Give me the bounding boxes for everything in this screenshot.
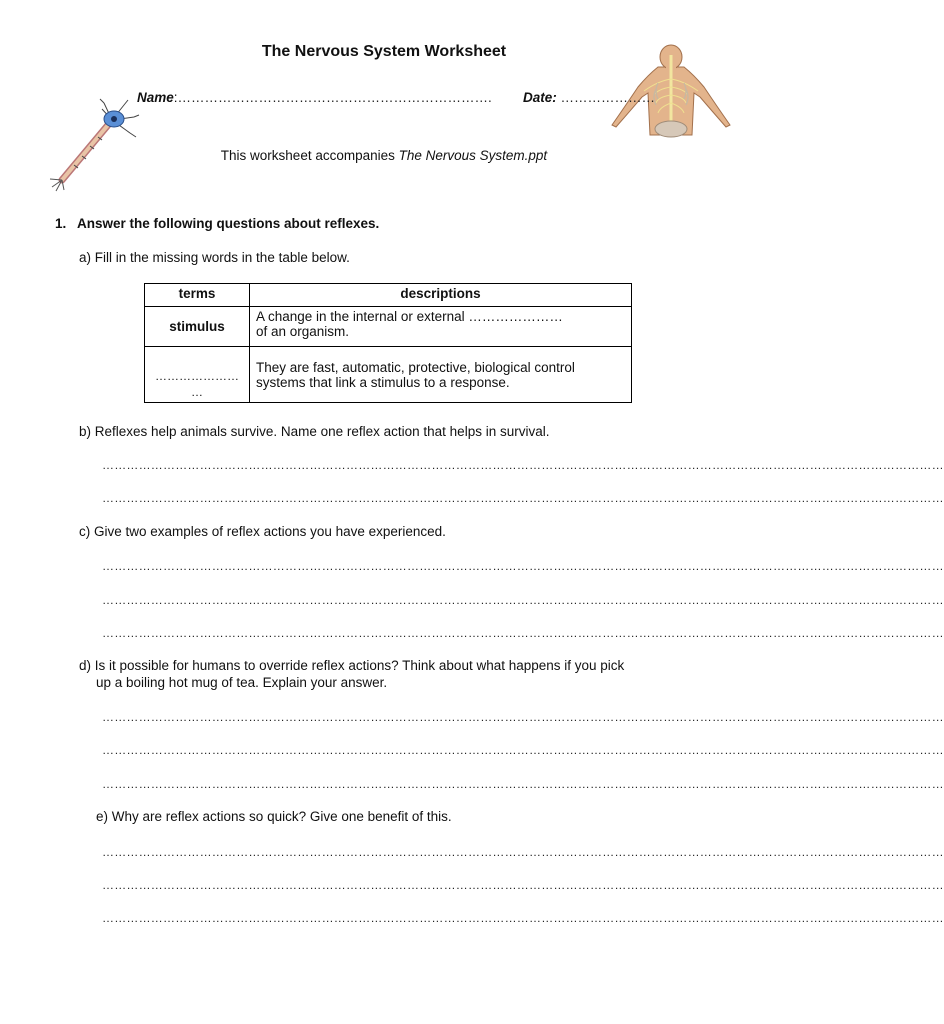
name-field[interactable] <box>137 90 492 105</box>
question-1c: c) Give two examples of reflex actions you have experienced. <box>79 524 446 539</box>
date-label: Date: <box>523 90 557 105</box>
question-1b: b) Reflexes help animals survive. Name one reflex action that helps in survival. <box>79 424 550 439</box>
subtitle-file: The Nervous System.ppt <box>398 148 548 163</box>
answer-line[interactable]: ……………………………………………………………………………………………………………………………………………………………………………………… <box>102 626 944 640</box>
name-colon: : <box>173 90 178 105</box>
answer-line[interactable]: ……………………………………………………………………………………………………………………………………………………………………………………… <box>102 743 944 757</box>
date-field[interactable] <box>523 90 655 105</box>
answer-line[interactable]: ……………………………………………………………………………………………………………………………………………………………………………………… <box>102 777 944 791</box>
subtitle-prefix: This worksheet accompanies <box>220 148 399 163</box>
description-line: They are fast, automatic, protective, biological control <box>256 359 575 375</box>
description-cell <box>250 347 632 403</box>
question-1-number: 1. <box>55 216 67 231</box>
description-line: A change in the internal or external ………………… <box>256 309 563 324</box>
answer-line[interactable]: ……………………………………………………………………………………………………………………………………………………………………………………… <box>102 878 944 892</box>
term-blank-dots: ………………… <box>155 369 239 383</box>
subtitle <box>0 148 768 163</box>
description-line: of an organism. <box>256 324 350 339</box>
name-dots: ……………………………………………………………. <box>177 90 492 105</box>
name-label: Name <box>137 90 174 105</box>
question-1a: a) Fill in the missing words in the table below. <box>79 250 350 265</box>
answer-line[interactable]: ……………………………………………………………………………………………………………………………………………………………………………………… <box>102 593 944 607</box>
answer-line[interactable]: ……………………………………………………………………………………………………………………………………………………………………………………… <box>102 845 944 859</box>
terms-table <box>144 283 632 403</box>
term-blank-cell[interactable] <box>145 347 250 403</box>
description-line: systems that link a stimulus to a response. <box>256 374 510 390</box>
answer-line[interactable]: ……………………………………………………………………………………………………………………………………………………………………………………… <box>102 559 944 573</box>
question-1-text: Answer the following questions about reflexes. <box>77 216 380 231</box>
table-header-terms: terms <box>145 284 250 307</box>
term-stimulus: stimulus <box>145 307 250 347</box>
description-cell <box>250 307 632 347</box>
neuron-illustration-icon <box>42 95 142 195</box>
answer-line[interactable]: ……………………………………………………………………………………………………………………………………………………………………………………… <box>102 491 944 505</box>
question-1d-line2: up a boiling hot mug of tea. Explain your answer. <box>96 675 388 690</box>
answer-line[interactable]: ……………………………………………………………………………………………………………………………………………………………………………………… <box>102 911 944 925</box>
question-1d-line1: d) Is it possible for humans to override reflex actions? Think about what happens if you pick <box>79 658 625 673</box>
table-header-descriptions: descriptions <box>250 284 632 307</box>
question-1e: e) Why are reflex actions so quick? Give one benefit of this. <box>96 809 452 824</box>
date-dots: ………………… <box>560 90 656 105</box>
term-blank-dots: … <box>191 385 203 399</box>
answer-line[interactable]: ……………………………………………………………………………………………………………………………………………………………………………………… <box>102 458 944 472</box>
worksheet-title: The Nervous System Worksheet <box>261 43 507 60</box>
answer-line[interactable]: ……………………………………………………………………………………………………………………………………………………………………………………… <box>102 710 944 724</box>
question-1-heading <box>55 216 379 231</box>
